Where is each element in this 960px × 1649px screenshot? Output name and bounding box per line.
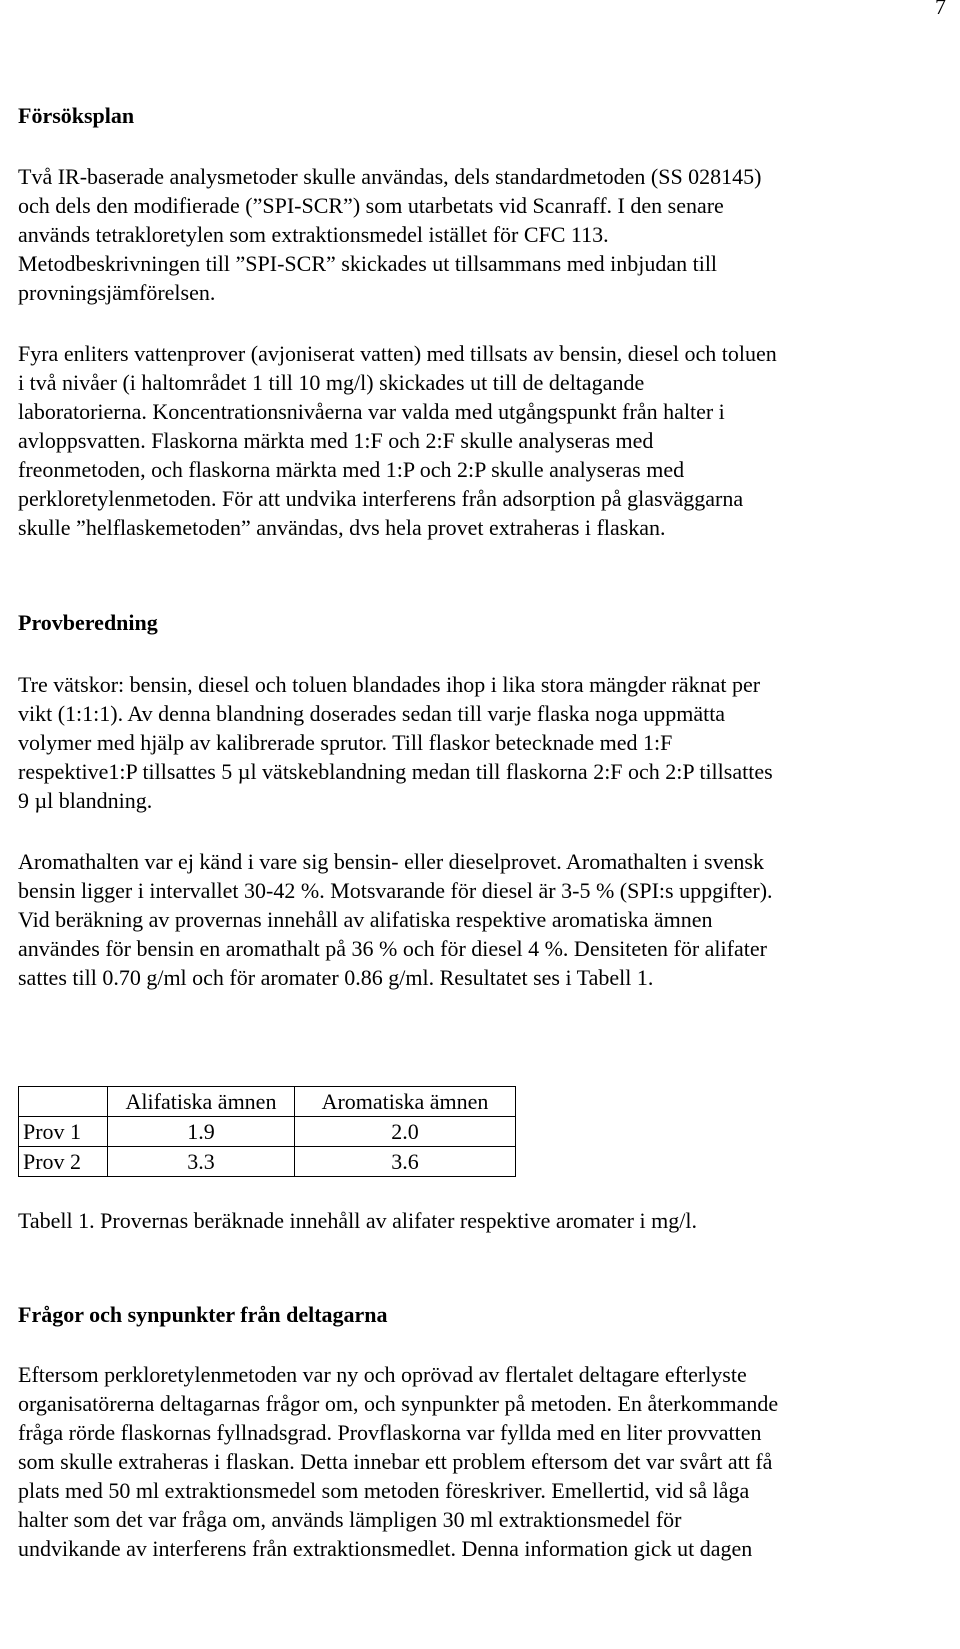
table-header-row	[19, 1087, 516, 1117]
table-caption: Tabell 1. Provernas beräknade innehåll av alifater respektive aromater i mg/l.	[18, 1208, 697, 1233]
text-line: plats med 50 ml extraktionsmedel som metoden föreskriver. Emellertid, vid så låga	[18, 1478, 750, 1503]
table-row	[19, 1117, 516, 1147]
text-line: 9 µl blandning.	[18, 788, 153, 813]
text-line: Vid beräkning av provernas innehåll av alifatiska respektive aromatiska ämnen	[18, 907, 713, 932]
text-line: avloppsvatten. Flaskorna märkta med 1:F och 2:F skulle analyseras med	[18, 428, 654, 453]
results-table	[18, 1086, 516, 1177]
text-line: respektive1:P tillsattes 5 µl vätskeblandning medan till flaskorna 2:F och 2:P tillsattes	[18, 759, 773, 784]
paragraph-fragor-1	[18, 1360, 948, 1563]
text-line: provningsjämförelsen.	[18, 280, 216, 305]
text-line: i två nivåer (i haltområdet 1 till 10 mg/l) skickades ut till de deltagande	[18, 370, 645, 395]
column-header-aromatiska: Aromatiska ämnen	[295, 1087, 516, 1117]
text-line: perkloretylenmetoden. För att undvika interferens från adsorption på glasväggarna	[18, 486, 744, 511]
row-label-cell: Prov 2	[19, 1147, 108, 1177]
page-number: 7	[935, 0, 946, 19]
value-cell: 1.9	[108, 1117, 295, 1147]
text-line: Tre vätskor: bensin, diesel och toluen blandades ihop i lika stora mängder räknat per	[18, 672, 761, 697]
text-line: Eftersom perkloretylenmetoden var ny och oprövad av flertalet deltagare efterlyste	[18, 1362, 747, 1387]
section-heading-fragor: Frågor och synpunkter från deltagarna	[18, 1302, 388, 1327]
text-line: halter som det var fråga om, används lämpligen 30 ml extraktionsmedel för	[18, 1507, 682, 1532]
text-line: Fyra enliters vattenprover (avjoniserat vatten) med tillsats av bensin, diesel och toluen	[18, 341, 777, 366]
text-line: fråga rörde flaskornas fyllnadsgrad. Provflaskorna var fyllda med en liter provvatten	[18, 1420, 762, 1445]
text-line: laboratorierna. Koncentrationsnivåerna var valda med utgångspunkt från halter i	[18, 399, 725, 424]
row-label-cell: Prov 1	[19, 1117, 108, 1147]
paragraph-provberedning-2	[18, 847, 948, 992]
table-row	[19, 1147, 516, 1177]
section-heading-forsoksplan: Försöksplan	[18, 103, 135, 128]
text-line: Metodbeskrivningen till ”SPI-SCR” skickades ut tillsammans med inbjudan till	[18, 251, 718, 276]
value-cell: 3.6	[295, 1147, 516, 1177]
text-line: freonmetoden, och flaskorna märkta med 1:P och 2:P skulle analyseras med	[18, 457, 685, 482]
text-line: Aromathalten var ej känd i vare sig bensin- eller dieselprovet. Aromathalten i svensk	[18, 849, 764, 874]
text-line: sattes till 0.70 g/ml och för aromater 0.86 g/ml. Resultatet ses i Tabell 1.	[18, 965, 654, 990]
column-header-alifatiska: Alifatiska ämnen	[108, 1087, 295, 1117]
text-line: volymer med hjälp av kalibrerade sprutor. Till flaskor betecknade med 1:F	[18, 730, 673, 755]
text-line: organisatörerna deltagarnas frågor om, och synpunkter på metoden. En återkommande	[18, 1391, 779, 1416]
paragraph-forsoksplan-2	[18, 339, 948, 542]
section-heading-provberedning: Provberedning	[18, 610, 158, 635]
text-line: bensin ligger i intervallet 30-42 %. Motsvarande för diesel är 3-5 % (SPI:s uppgifter).	[18, 878, 773, 903]
value-cell: 3.3	[108, 1147, 295, 1177]
table-corner-cell	[19, 1087, 108, 1117]
text-line: användes för bensin en aromathalt på 36 % och för diesel 4 %. Densiteten för alifater	[18, 936, 767, 961]
text-line: skulle ”helflaskemetoden” användas, dvs hela provet extraheras i flaskan.	[18, 515, 666, 540]
value-cell: 2.0	[295, 1117, 516, 1147]
text-line: vikt (1:1:1). Av denna blandning doserades sedan till varje flaska noga uppmätta	[18, 701, 726, 726]
paragraph-provberedning-1	[18, 670, 948, 815]
text-line: Två IR-baserade analysmetoder skulle användas, dels standardmetoden (SS 028145)	[18, 164, 762, 189]
text-line: som skulle extraheras i flaskan. Detta innebar ett problem eftersom det var svårt att få	[18, 1449, 773, 1474]
text-line: och dels den modifierade (”SPI-SCR”) som utarbetats vid Scanraff. I den senare	[18, 193, 724, 218]
text-line: undvikande av interferens från extraktionsmedlet. Denna information gick ut dagen	[18, 1536, 753, 1561]
text-line: används tetrakloretylen som extraktionsmedel istället för CFC 113.	[18, 222, 609, 247]
paragraph-forsoksplan-1	[18, 162, 948, 307]
